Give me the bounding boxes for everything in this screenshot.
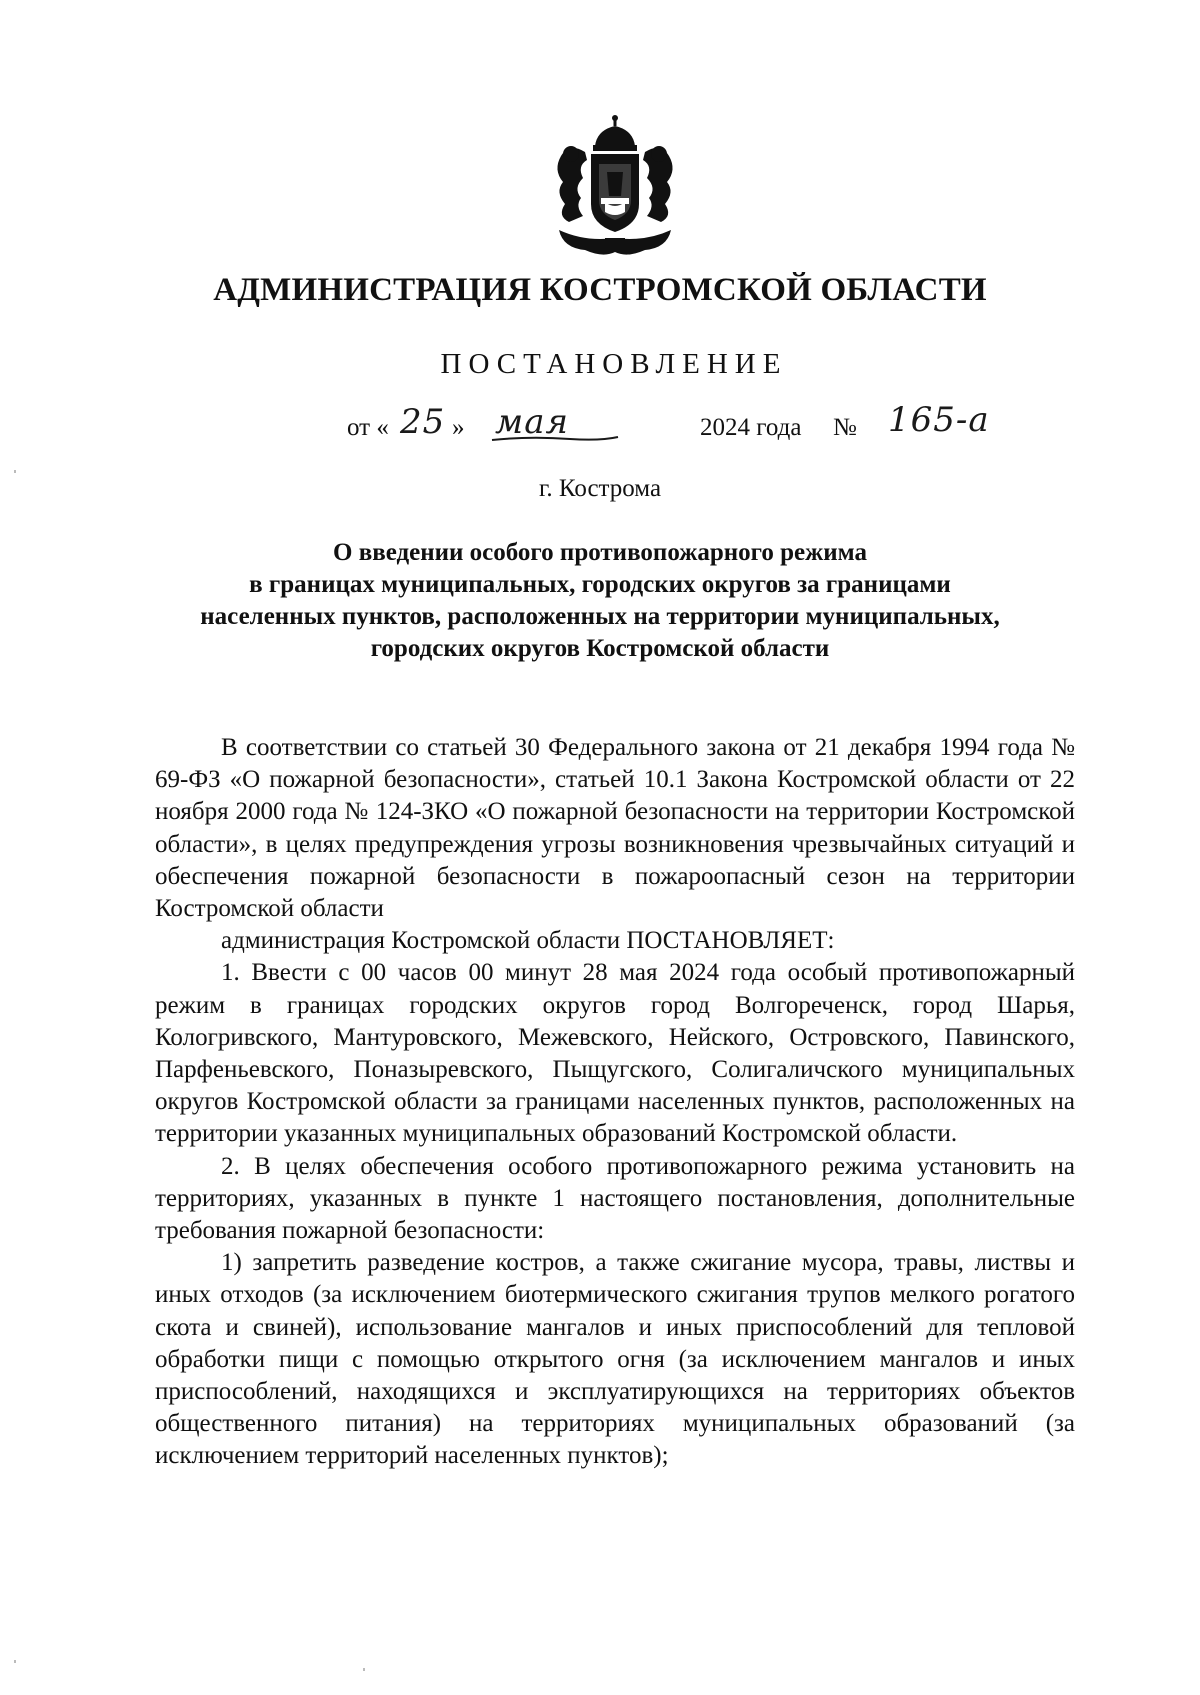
item-2-1-paragraph: 1) запретить разведение костров, а также сжигание мусора, травы, листвы и иных отходов (за исключением биотермического сжигания трупов мелкого рогатого скота и свиней), использование мангалов и иных приспособлений для тепловой обработки пищи с помощью открытого огня (за исключением мангалов и иных приспособлений, находящихся и эксплуатирующихся на территориях объектов общественного питания) на территориях муниципальных образований (за исключением территорий населенных пунктов); — [155, 1249, 1075, 1470]
date-number-line — [0, 400, 1200, 448]
decree-paragraph: администрация Костромской области ПОСТАНОВЛЯЕТ: — [221, 927, 835, 955]
city-label: г. Кострома — [538, 475, 662, 502]
handwritten-month: мая — [495, 402, 569, 442]
scan-speck — [14, 470, 16, 473]
subject-line: городских округов Костромской области — [370, 635, 830, 662]
preamble-paragraph: В соответствии со статьей 30 Федерального закона от 21 декабря 1994 года № 69-ФЗ «О пожарной безопасности», статьей 10.1 Закона Костромской области от 22 ноября 2000 года № 124-ЗКО «О пожарной безопасности на территории Костромской области», в целях предупреждения угрозы возникновения чрезвычайных ситуаций и обеспечения пожарной безопасности в пожароопасный сезон на территории Костромской области — [155, 734, 1075, 923]
subject-line: населенных пунктов, расположенных на территории муниципальных, — [200, 603, 1000, 630]
year-label: 2024 года — [700, 414, 802, 441]
document-type: ПОСТАНОВЛЕНИЕ — [440, 348, 788, 380]
date-close-quote: » — [452, 414, 465, 441]
subject-line: О введении особого противопожарного режима — [333, 539, 867, 566]
handwritten-day: 25 — [400, 402, 446, 442]
scan-speck — [14, 1660, 16, 1663]
coat-of-arms-icon — [535, 112, 695, 262]
scan-speck — [363, 1668, 365, 1671]
document-body — [155, 732, 1075, 1473]
date-from-label: от « — [347, 414, 389, 441]
item-2-paragraph: 2. В целях обеспечения особого противопожарного режима установить на территориях, указанных в пункте 1 настоящего постановления, дополнительные требования пожарной безопасности: — [155, 1152, 1075, 1245]
item-1-paragraph: 1. Ввести с 00 часов 00 минут 28 мая 2024 года особый противопожарный режим в границах городских округов город Волгореченск, город Шарья, Кологривского, Мантуровского, Межевского, Нейского, Островского, Павинского, Парфеньевского, Поназыревского, Пыщугского, Солигаличского муниципальных округов Костромской области за границами населенных пунктов, расположенных на территории указанных муниципальных образований Костромской области. — [155, 959, 1075, 1148]
subject-line: в границах муниципальных, городских округов за границами — [249, 571, 951, 598]
organization-title: АДМИНИСТРАЦИЯ КОСТРОМСКОЙ ОБЛАСТИ — [213, 272, 987, 308]
document-subject — [0, 537, 1200, 665]
handwritten-underline-stroke — [490, 434, 620, 444]
number-sign: № — [833, 414, 857, 441]
handwritten-number: 165-а — [888, 400, 990, 440]
